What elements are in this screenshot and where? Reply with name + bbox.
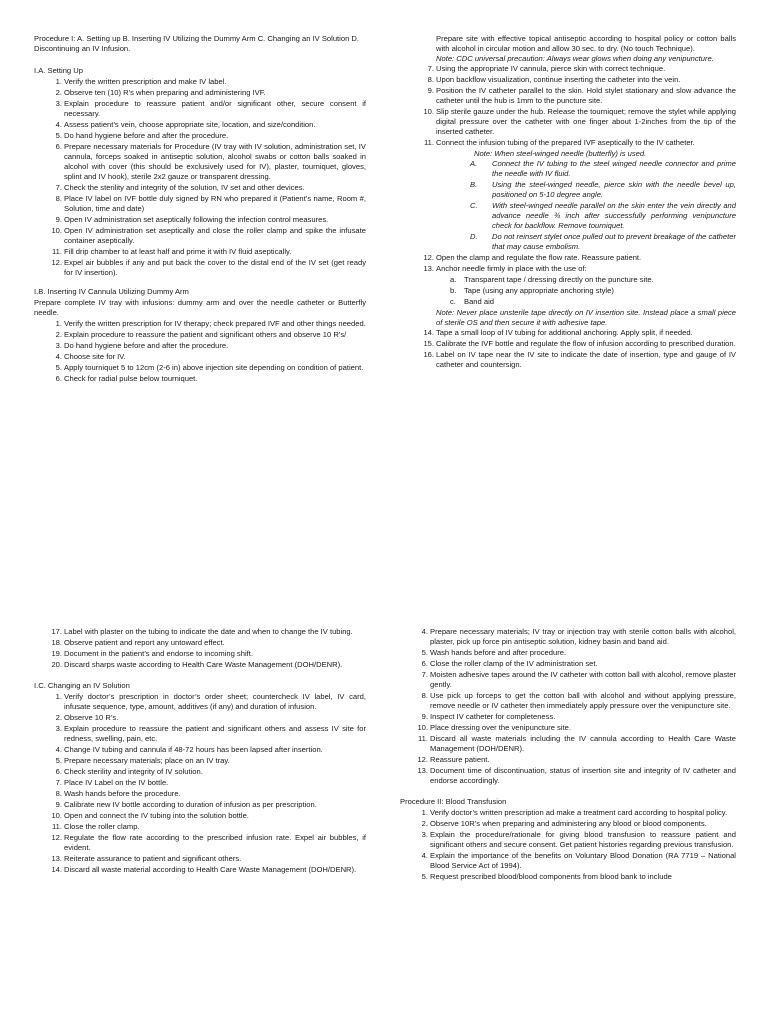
step-number: 3. — [55, 724, 62, 734]
procedure-step — [400, 627, 736, 647]
step-number: 6. — [55, 374, 62, 384]
sub-step — [470, 180, 736, 200]
step-number: 7. — [55, 778, 62, 788]
step-text: Label with plaster on the tubing to indicate the date and when to change the IV tubing. — [64, 627, 353, 636]
step-text: Prepare necessary materials; IV tray or injection tray with sterile cotton balls with alcohol, plaster, pick up force pin antiseptic solution, kidney basin and band aid. — [430, 627, 736, 647]
step-number: 14. — [51, 865, 62, 875]
step-number: 7. — [421, 670, 428, 680]
step-text: Open and connect the IV tubing into the solution bottle. — [64, 811, 249, 821]
unsterile-tape-note: Note: Never place unsterile tape directly on IV insertion site. Instead place a small piece of sterile OS and then secure it with adhesive tape. — [436, 308, 736, 328]
procedure-step — [406, 64, 736, 74]
sub-step-text: Connect the IV tubing to the steel winged needle connector and prime the needle with IV fluid. — [492, 159, 736, 179]
post-insertion-steps — [34, 627, 366, 670]
step-text: Discard sharps waste according to Health Care Waste Management (DOH/DENR). — [64, 660, 343, 670]
step-number: 13. — [417, 766, 428, 776]
step-text: Observe 10R’s when preparing and administering any blood or blood components. — [430, 819, 707, 829]
procedure-step — [34, 692, 366, 712]
procedure-step — [34, 822, 366, 832]
step-text: Verify the written prescription for IV therapy; check prepared IVF and other things needed. — [64, 319, 366, 329]
procedure-step — [34, 660, 366, 670]
cdc-precaution-note: Note: CDC universal precaution: Always wear glows when doing any venipuncture. — [436, 54, 714, 64]
procedure-step — [400, 872, 736, 882]
step-text: Observe patient and report any untoward effect. — [64, 638, 225, 648]
step-number: 8. — [55, 194, 62, 204]
step-text: Explain procedure to reassure the patient and significant others and observe 10 R’s/ — [64, 330, 347, 340]
procedure-step — [34, 77, 366, 87]
changing-solution-steps — [34, 692, 366, 875]
step-number: 5. — [55, 756, 62, 766]
procedure-step — [34, 215, 366, 225]
step-number: 1. — [55, 77, 62, 87]
procedure-step — [34, 865, 366, 875]
step-number: 2. — [55, 88, 62, 98]
step-text: Fill drip chamber to at least half and prime it with IV fluid aseptically. — [64, 247, 292, 257]
sub-step-letter: A. — [470, 159, 478, 169]
inserting-iv-steps — [34, 319, 366, 384]
procedure-step — [34, 778, 366, 788]
inserting-iv-steps-cont — [406, 64, 736, 148]
step-number: 3. — [55, 99, 62, 109]
step-number: 7. — [427, 64, 434, 74]
sub-step — [406, 286, 736, 296]
butterfly-note: Note: When steel-winged needle (butterfly) is used. — [474, 149, 647, 159]
step-text: Anchor needle firmly in place with the use of: — [436, 264, 587, 274]
procedure-step — [34, 142, 366, 182]
step-text: Close the roller clamp of the IV administration set. — [430, 659, 598, 669]
procedure-step — [34, 833, 366, 853]
procedure-step — [400, 712, 736, 722]
anchor-options — [406, 275, 736, 307]
step-text: Expel air bubbles if any and put back the cover to the distal end of the IV set (get ready for IV insertion). — [64, 258, 366, 278]
step-number: 4. — [55, 745, 62, 755]
step-number: 17. — [51, 627, 62, 636]
step-text: Check sterility and integrity of IV solution. — [64, 767, 203, 777]
step-number: 11. — [52, 822, 62, 832]
step-number: 8. — [427, 75, 434, 85]
procedure-step — [34, 131, 366, 141]
step-text: Tape a small loop of IV tubing for additional anchoring. Apply split, if needed. — [436, 328, 693, 338]
step-number: 15. — [423, 339, 434, 349]
procedure-step — [34, 120, 366, 130]
step-number: 6. — [421, 659, 428, 669]
step-text: Apply tourniquet 5 to 12cm (2-6 in) above injection site depending on condition of patient. — [64, 363, 364, 373]
sub-step — [470, 232, 736, 252]
step-text: Observe 10 R’s. — [64, 713, 119, 723]
sub-step — [470, 159, 736, 179]
step-text: Explain procedure to reassure patient and/or significant other, secure consent if necessary. — [64, 99, 366, 119]
sub-step — [470, 201, 736, 231]
step-text: Close the roller clamp. — [64, 822, 140, 832]
step-text: Calibrate the IVF bottle and regulate the flow of infusion according to prescribed duration. — [436, 339, 736, 349]
step-number: 10. — [51, 811, 62, 821]
step-text: Using the appropriate IV cannula, pierce skin with correct technique. — [436, 64, 666, 74]
procedure-step — [406, 86, 736, 106]
step-number: 2. — [55, 713, 62, 723]
procedure-step — [406, 253, 736, 263]
step-number: 5. — [55, 131, 62, 141]
step-text: Place IV label on IVF bottle duly signed by RN who prepared it (Patient’s name, Room #, Solution, time and date) — [64, 194, 366, 214]
step-number: 9. — [427, 86, 434, 96]
procedure-step — [34, 88, 366, 98]
procedure-step — [400, 734, 736, 754]
step-text: Open IV administration set aseptically and close the roller clamp and spike the infusate container aseptically. — [64, 226, 366, 246]
step-text: Prepare necessary materials for Procedure (IV tray with IV solution, administration set, IV cannula, forceps soaked in antiseptic solution, alcohol swabs or cotton balls soaked in alcohol with cover (this should be exclusively used for IV), plaster, tourniquet, gloves, splint and IV hook), sterile 2x2 gauze or transparent dressing. — [64, 142, 366, 182]
step-number: 3. — [421, 830, 428, 840]
procedure-step — [34, 756, 366, 766]
procedure-step — [34, 800, 366, 810]
step-text: Discard all waste materials including the IV cannula according to Health Care Waste Management (DOH/DENR). — [430, 734, 736, 754]
step-text: Choose site for IV. — [64, 352, 126, 362]
step-text: Check the sterility and integrity of the solution, IV set and other devices. — [64, 183, 305, 193]
sub-step-text: Band aid — [464, 297, 494, 307]
procedure-step — [34, 811, 366, 821]
step-number: 11. — [52, 247, 62, 257]
step-number: 2. — [55, 330, 62, 340]
procedure-step — [34, 649, 366, 659]
continued-step-text: Prepare site with effective topical antiseptic according to hospital policy or cotton balls with alcohol in circular motion and allow 30 sec. to dry. (No touch Technique). — [436, 34, 736, 54]
column-bottom-left — [34, 627, 366, 1024]
step-number: 8. — [421, 691, 428, 701]
step-text: Label on IV tape near the IV site to indicate the date of insertion, type and gauge of IV catheter and countersign. — [436, 350, 736, 370]
procedure-step — [34, 194, 366, 214]
procedure-step — [34, 226, 366, 246]
step-text: Reassure patient. — [430, 755, 490, 765]
procedure-step — [34, 99, 366, 119]
step-number: 7. — [55, 183, 62, 193]
sub-step-letter: b. — [450, 286, 457, 296]
sub-step — [406, 297, 736, 307]
sub-step-text: Transparent tape / dressing directly on the puncture site. — [464, 275, 654, 285]
step-text: Place IV Label on the IV bottle. — [64, 778, 169, 788]
procedure-step — [34, 789, 366, 799]
step-number: 3. — [55, 341, 62, 351]
step-text: Explain the importance of the benefits on Voluntary Blood Donation (RA 7719 – National Blood Service Act of 1994). — [430, 851, 736, 871]
procedure-step — [34, 745, 366, 755]
step-number: 4. — [421, 627, 428, 636]
step-number: 9. — [55, 800, 62, 810]
section-heading-inserting-iv: I.B. Inserting IV Cannula Utilizing Dummy Arm — [34, 287, 189, 297]
sub-step-letter: C. — [470, 201, 478, 211]
step-number: 6. — [55, 767, 62, 777]
blood-transfusion-steps — [400, 808, 736, 882]
procedure-step — [34, 627, 366, 637]
sub-step-letter: a. — [450, 275, 457, 285]
step-number: 4. — [55, 352, 62, 362]
procedure-step — [400, 830, 736, 850]
procedure-step — [34, 767, 366, 777]
step-number: 10. — [51, 226, 62, 236]
section-heading-setting-up: I.A. Setting Up — [34, 66, 83, 76]
step-number: 14. — [423, 328, 434, 338]
inserting-iv-intro: Prepare complete IV tray with infusions: dummy arm and over the needle catheter or Butterfly needle. — [34, 298, 366, 318]
step-text: Wash hands before the procedure. — [64, 789, 181, 799]
procedure-step — [406, 339, 736, 349]
step-number: 13. — [423, 264, 434, 274]
procedure-step — [34, 183, 366, 193]
step-number: 5. — [421, 648, 428, 658]
sub-step-letter: B. — [470, 180, 478, 190]
step-text: Observe ten (10) R’s when preparing and administering IVF. — [64, 88, 266, 98]
step-text: Inspect IV catheter for completeness. — [430, 712, 556, 722]
procedure-step — [34, 341, 366, 351]
procedure-ii-title: Procedure II: Blood Transfusion — [400, 797, 507, 807]
procedure-step — [406, 350, 736, 370]
procedure-step — [400, 819, 736, 829]
step-number: 18. — [51, 638, 62, 648]
procedure-step — [406, 75, 736, 85]
setting-up-steps — [34, 77, 366, 278]
anchoring-steps — [406, 253, 736, 274]
step-text: Verify the written prescription and make IV label. — [64, 77, 227, 87]
sub-step-text: With steel-winged needle parallel on the skin enter the vein directly and advance needle ¾ inch after successfully performing venipuncture check for backflow. Remove tourniquet. — [492, 201, 736, 231]
procedure-step — [400, 808, 736, 818]
procedure-step — [400, 755, 736, 765]
step-text: Change IV tubing and cannula if 48-72 hours has been lapsed after insertion. — [64, 745, 323, 755]
step-text: Open the clamp and regulate the flow rate. Reassure patient. — [436, 253, 642, 263]
column-top-left — [34, 34, 366, 554]
procedure-step — [34, 854, 366, 864]
procedure-step — [400, 648, 736, 658]
procedure-step — [34, 352, 366, 362]
sub-step-text: Tape (using any appropriate anchoring style) — [464, 286, 614, 296]
step-text: Assess patient’s vein, choose appropriate site, location, and size/condition. — [64, 120, 316, 130]
step-text: Calibrate new IV bottle according to duration of infusion as per prescription. — [64, 800, 317, 810]
step-number: 10. — [417, 723, 428, 733]
discontinuing-steps — [400, 627, 736, 786]
step-text: Position the IV catheter parallel to the skin. Hold stylet stationary and slow advance the catheter until the hub is 1mm to the puncture site. — [436, 86, 736, 106]
step-number: 12. — [423, 253, 434, 263]
section-heading-changing-solution: I.C. Changing an IV Solution — [34, 681, 130, 691]
step-text: Moisten adhesive tapes around the IV catheter with cotton ball with alcohol, remove plaster gently. — [430, 670, 736, 690]
step-number: 8. — [55, 789, 62, 799]
procedure-step — [34, 330, 366, 340]
step-number: 4. — [421, 851, 428, 861]
step-number: 11. — [418, 734, 428, 744]
procedure-step — [400, 851, 736, 871]
step-text: Wash hands before and after procedure. — [430, 648, 567, 658]
procedure-step — [400, 659, 736, 669]
step-number: 1. — [55, 692, 62, 702]
step-number: 12. — [417, 755, 428, 765]
procedure-step — [34, 713, 366, 723]
step-text: Check for radial pulse below tourniquet. — [64, 374, 198, 384]
sub-step — [406, 275, 736, 285]
step-text: Document time of discontinuation, status of insertion site and integrity of IV catheter and endorse accordingly. — [430, 766, 736, 786]
procedure-step — [406, 264, 736, 274]
step-number: 12. — [51, 258, 62, 268]
column-top-right — [406, 34, 736, 554]
butterfly-substeps — [406, 159, 736, 252]
step-number: 6. — [55, 142, 62, 152]
step-text: Verify doctor’s prescription in doctor’s order sheet; countercheck IV label, IV card, infusate sequence, type, amount, additives (if any) and duration of infusion. — [64, 692, 366, 712]
step-text: Prepare necessary materials; place on an IV tray. — [64, 756, 230, 766]
step-number: 5. — [55, 363, 62, 373]
procedure-step — [34, 363, 366, 373]
final-insertion-steps — [406, 328, 736, 370]
step-number: 13. — [51, 854, 62, 864]
step-text: Place dressing over the venipuncture site. — [430, 723, 571, 733]
step-text: Use pick up forceps to get the cotton ball with alcohol and without applying pressure, remove needle or IV catheter then immediately apply pressure over the venipuncture site. — [430, 691, 736, 711]
step-number: 9. — [421, 712, 428, 722]
step-number: 19. — [51, 649, 62, 659]
procedure-step — [406, 328, 736, 338]
sub-step-letter: D. — [470, 232, 478, 242]
sub-step-text: Do not reinsert stylet once pulled out to prevent breakage of the catheter that may cause embolism. — [492, 232, 736, 252]
procedure-step — [34, 258, 366, 278]
step-number: 10. — [423, 107, 434, 117]
procedure-step — [406, 107, 736, 137]
step-text: Do hand hygiene before and after the procedure. — [64, 341, 229, 351]
step-number: 9. — [55, 215, 62, 225]
step-number: 11. — [424, 138, 434, 148]
step-text: Upon backflow visualization, continue inserting the catheter into the vein. — [436, 75, 681, 85]
step-number: 4. — [55, 120, 62, 130]
step-number: 1. — [55, 319, 62, 329]
step-text: Open IV administration set aseptically following the infection control measures. — [64, 215, 329, 225]
step-number: 16. — [423, 350, 434, 360]
procedure-step — [400, 670, 736, 690]
procedure-step — [34, 374, 366, 384]
procedure-step — [400, 723, 736, 733]
procedure-step — [34, 319, 366, 329]
procedure-step — [400, 691, 736, 711]
step-number: 20. — [51, 660, 62, 670]
step-text: Explain the procedure/rationale for giving blood transfusion to reassure patient and significant others and secure consent. Get patient histories regarding previous transfusion. — [430, 830, 736, 850]
step-text: Discard all waste material according to Health Care Waste Management (DOH/DENR). — [64, 865, 357, 875]
procedure-step — [34, 724, 366, 744]
procedure-step — [406, 138, 736, 148]
procedure-title: Procedure I: A. Setting up B. Inserting IV Utilizing the Dummy Arm C. Changing an IV Solution D. Discontinuing an IV Infusion. — [34, 34, 359, 54]
step-text: Regulate the flow rate according to the prescribed infusion rate. Expel air bubbles, if evident. — [64, 833, 366, 853]
column-bottom-right — [400, 627, 736, 1024]
procedure-step — [400, 766, 736, 786]
step-text: Verify doctor’s written prescription ad make a treatment card according to hospital policy. — [430, 808, 728, 818]
step-text: Request prescribed blood/blood components from blood bank to include — [430, 872, 672, 882]
step-text: Connect the infusion tubing of the prepared IVF aseptically to the IV catheter. — [436, 138, 695, 148]
step-number: 12. — [51, 833, 62, 843]
step-number: 1. — [421, 808, 428, 818]
step-number: 5. — [421, 872, 428, 882]
step-text: Explain procedure to reassure the patient and significant others and assess IV site for redness, swelling, pain, etc. — [64, 724, 366, 744]
procedure-step — [34, 638, 366, 648]
step-text: Do hand hygiene before and after the procedure. — [64, 131, 229, 141]
step-number: 2. — [421, 819, 428, 829]
step-text: Slip sterile gauze under the hub. Release the tourniquet; remove the stylet while applying digital pressure over the catheter with one finger about 1-2inches from the tip of the inserted catheter. — [436, 107, 736, 137]
procedure-step — [34, 247, 366, 257]
sub-step-text: Using the steel-winged needle, pierce skin with the needle bevel up, positioned on 5-10 degree angle. — [492, 180, 736, 200]
sub-step-letter: c. — [450, 297, 456, 307]
step-text: Reiterate assurance to patient and significant others. — [64, 854, 242, 864]
step-text: Document in the patient’s and endorse to incoming shift. — [64, 649, 253, 659]
